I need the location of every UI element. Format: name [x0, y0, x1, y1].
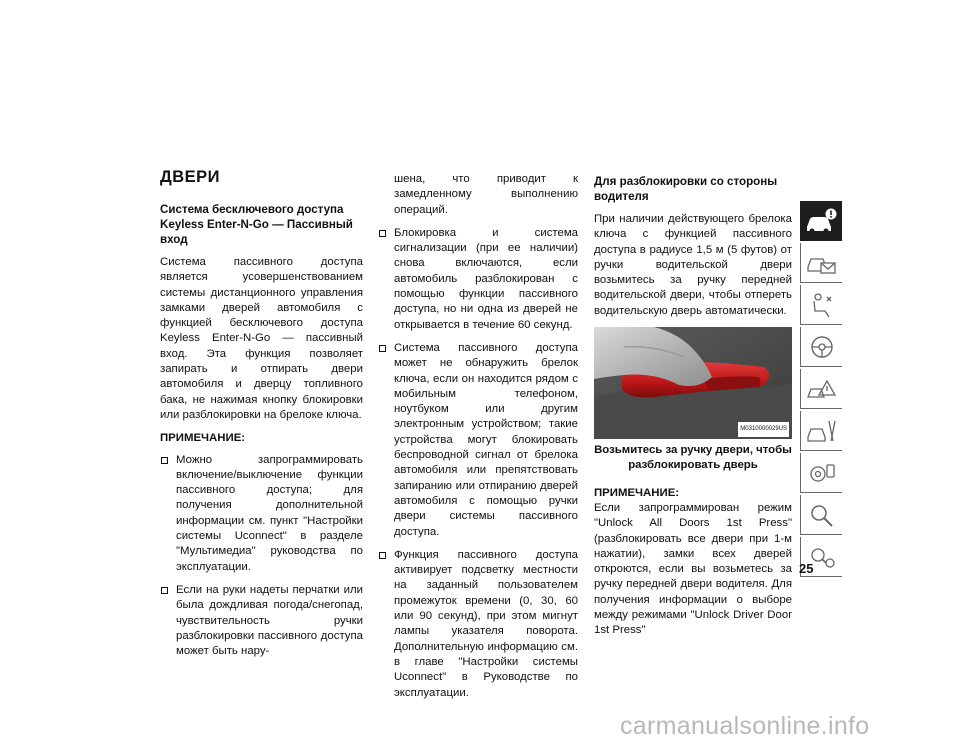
- tab-steering-wheel[interactable]: [800, 327, 842, 367]
- section-title: ДВЕРИ: [160, 168, 221, 186]
- tab-car-info[interactable]: [800, 201, 842, 241]
- column-3: [594, 174, 792, 647]
- note-label: ПРИМЕЧАНИЕ:: [594, 486, 680, 499]
- checkbox-bullet-icon: [161, 587, 168, 594]
- bullet-item: [160, 583, 363, 659]
- checkbox-bullet-icon: [379, 552, 386, 559]
- car-mail-icon: [805, 249, 839, 277]
- watermark: carmanualsonline.info: [620, 712, 870, 740]
- tab-car-mail[interactable]: [800, 243, 842, 283]
- car-tools-icon: [805, 417, 839, 445]
- note-label: ПРИМЕЧАНИЕ:: [160, 432, 246, 445]
- bullet-text: Если на руки надеты перчатки или была дождливая погода/снегопад, чувствительность ручки разблокировки пассивного доступа может быть нару-: [176, 583, 363, 658]
- bullet-text: Система пассивного доступа может не обнаружить брелок ключа, если он находится рядом с мобильным телефоном, ноутбуком или другим электронным устройством; такие устройства могут блокировать беспроводной сигнал от брелока автомобиля или препятствовать запиранию или отпиранию дверей автомобиля с помощью ручки двери системы пассивного доступа.: [394, 341, 578, 538]
- photo-caption: Возьмитесь за ручку двери, чтобы разблокировать дверь: [594, 444, 792, 472]
- bullet-item: [160, 453, 363, 575]
- tab-magnifier[interactable]: [800, 495, 842, 535]
- page-number: 25: [799, 561, 814, 576]
- continuation-text: шена, что приводит к замедленному выполнению операций.: [394, 173, 578, 216]
- tab-car-crash-warning[interactable]: [800, 369, 842, 409]
- subsection-title: Система бесключевого доступа Keyless Enter-N-Go — Пассивный вход: [160, 203, 353, 246]
- bullet-item: [378, 341, 578, 540]
- gear-phone-icon: [805, 459, 839, 487]
- bullet-text: Блокировка и система сигнализации (при ее наличии) снова включаются, если автомобиль разблокирован с помощью функции пассивного доступа, но ни одна из дверей не открывается в течение 60 секунд.: [394, 226, 578, 331]
- steering-wheel-icon: [805, 333, 839, 361]
- checkbox-bullet-icon: [161, 457, 168, 464]
- checkbox-bullet-icon: [379, 230, 386, 237]
- intro-paragraph: Система пассивного доступа является усовершенствованием системы дистанционного управления замками дверей автомобиля с функцией бесключевого доступа Keyless Enter-N-Go — пассивный вход. Эта функция позволяет запирать и отпирать двери автомобиля и дверцу топливного бака, не нажимая кнопку блокировки или разблокировки на брелоке ключа.: [160, 256, 363, 421]
- photo-code: M0310000029US: [738, 422, 789, 437]
- bullet-item: [378, 548, 578, 701]
- tab-seat-person[interactable]: [800, 285, 842, 325]
- unlock-paragraph: При наличии действующего брелока ключа с функцией пассивного доступа в радиусе 1,5 м (5 футов) от ручки водительской двери возьмитесь за ручку передней водительской двери, чтобы отпереть водительскую дверь автоматически.: [594, 213, 792, 317]
- magnifier-icon: [805, 501, 839, 529]
- car-crash-warning-icon: [805, 375, 839, 403]
- bullet-text: Функция пассивного доступа активирует подсветку местности на заданный пользователем промежуток времени (0, 30, 60 или 90 секунд), при этом мигнут лампы указателя поворота. Дополнительную информацию см. в главе "Настройки системы Uconnect" в Руководстве по эксплуатации.: [394, 548, 578, 699]
- column-2: [378, 172, 578, 709]
- tab-gear-phone[interactable]: [800, 453, 842, 493]
- note-text: Если запрограммирован режим "Unlock All Doors 1st Press" (разблокировать все двери при 1-м нажатии), замки всех дверей откроются, если вы возьметесь за ручку передней двери водителя. Для получения информации о выборе между режимами "Unlock Driver Door 1st Press": [594, 501, 792, 637]
- subsection-title: Для разблокировки со стороны водителя: [594, 175, 778, 203]
- bullet-text: Можно запрограммировать включение/выключение функции пассивного доступа; для получения дополнительной информации см. пункт "Настройки системы Uconnect" в разделе "Мультимедиа" руководства по эксплуатации.: [176, 453, 363, 573]
- checkbox-bullet-icon: [379, 345, 386, 352]
- tab-car-tools[interactable]: [800, 411, 842, 451]
- car-info-icon: [804, 207, 838, 235]
- chapter-tabs: [800, 201, 842, 579]
- door-handle-photo: [594, 327, 792, 439]
- column-1: [160, 168, 363, 667]
- seat-person-icon: [805, 291, 839, 319]
- bullet-item: [378, 226, 578, 333]
